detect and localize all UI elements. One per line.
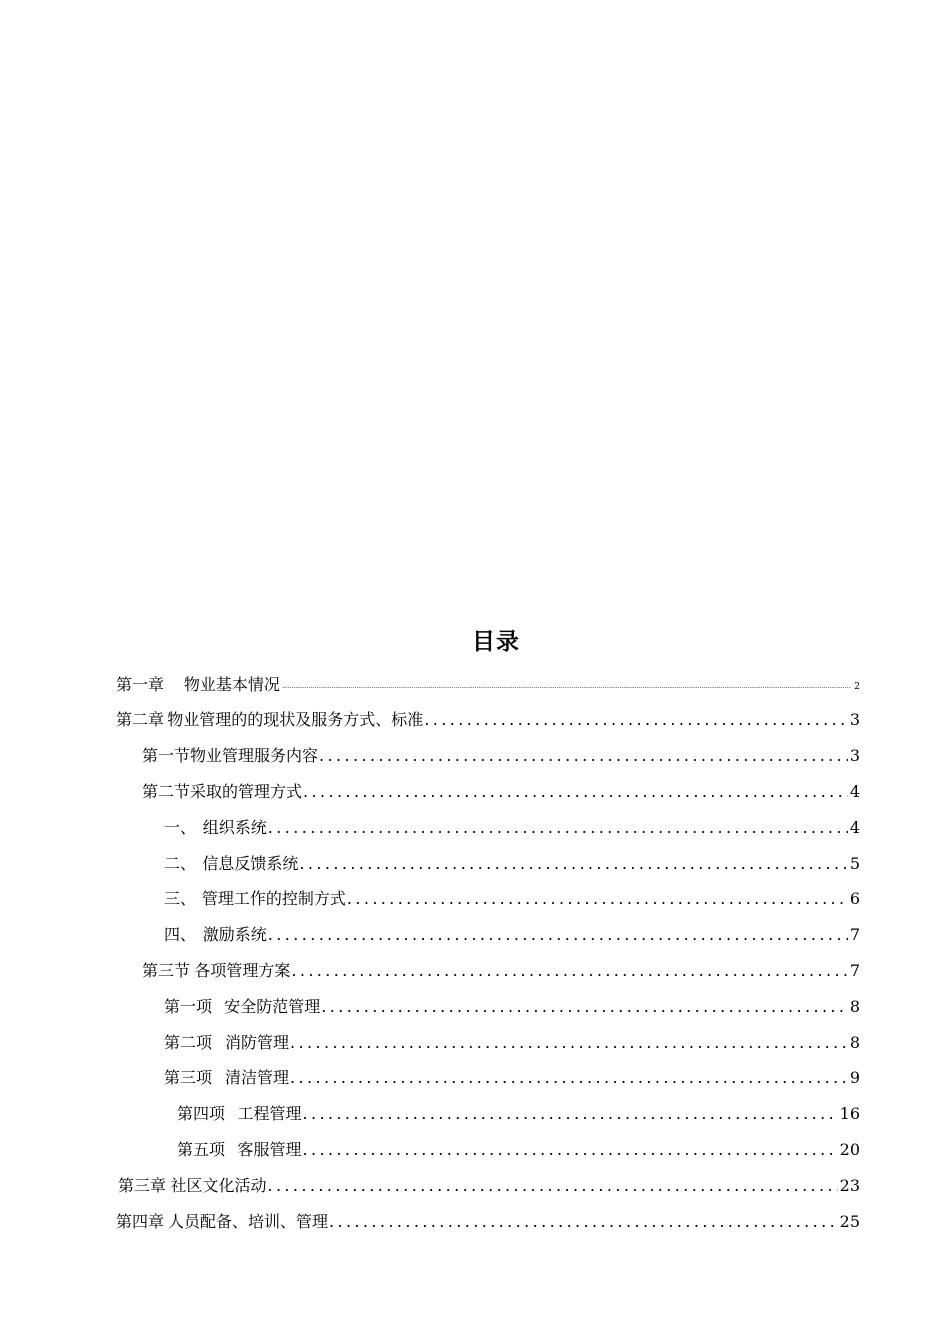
- toc-entry-title: 客服管理: [237, 1140, 302, 1159]
- toc-entry-plan-5[interactable]: [177, 1135, 860, 1161]
- toc-entry-item-4[interactable]: [164, 920, 860, 946]
- toc-dot-leader: [290, 960, 847, 982]
- toc-entry-plan-4[interactable]: [177, 1099, 860, 1125]
- toc-dot-leader: [302, 781, 848, 803]
- toc-entry-title: 清洁管理: [224, 1068, 289, 1087]
- toc-entry-title: 物业管理服务内容: [190, 746, 319, 765]
- toc-entry-title: 安全防范管理: [224, 997, 321, 1016]
- toc-entry-number: 四、: [164, 925, 197, 944]
- toc-dot-leader: [423, 709, 848, 731]
- toc-dot-leader: [267, 924, 848, 946]
- toc-page-number: 23: [839, 1176, 860, 1195]
- toc-dot-leader: [280, 683, 851, 691]
- toc-dot-leader: [267, 817, 848, 839]
- toc-dot-leader: [301, 1139, 837, 1161]
- toc-page-number: 8: [849, 997, 860, 1016]
- toc-entry-number: 第二节: [142, 782, 191, 801]
- toc-entry-title: 社区文化活动: [170, 1176, 267, 1195]
- toc-dot-leader: [266, 1175, 837, 1197]
- toc-entry-number: 二、: [164, 854, 197, 873]
- toc-entry-number: 第三章: [118, 1176, 167, 1195]
- toc-entry-title: 工程管理: [237, 1104, 302, 1123]
- toc-entry-chapter-1[interactable]: [116, 670, 860, 696]
- toc-entry-title: 物业基本情况: [183, 675, 280, 694]
- toc-entry-title: 组织系统: [202, 818, 267, 837]
- toc-entry-plan-3[interactable]: [164, 1063, 860, 1089]
- toc-page-number: 3: [849, 746, 860, 765]
- toc-entry-title: 管理工作的控制方式: [201, 889, 346, 908]
- toc-page-number: 16: [839, 1104, 860, 1123]
- toc-entry-item-1[interactable]: [164, 813, 860, 839]
- toc-entry-section-2[interactable]: [142, 777, 860, 803]
- toc-title: 目录: [472, 629, 520, 655]
- toc-entry-chapter-3[interactable]: [118, 1171, 860, 1197]
- toc-dot-leader: [346, 888, 848, 910]
- toc-entry-number: 一、: [164, 818, 197, 837]
- toc-entry-number: 三、: [164, 889, 197, 908]
- toc-page-number: 3: [849, 710, 860, 729]
- toc-entry-title: 消防管理: [224, 1033, 289, 1052]
- toc-page-number: 7: [849, 961, 860, 980]
- toc-entry-title: 采取的管理方式: [190, 782, 303, 801]
- toc-entry-chapter-4[interactable]: [116, 1207, 860, 1233]
- toc-entry-item-3[interactable]: [164, 884, 860, 910]
- toc-entry-item-2[interactable]: [164, 849, 860, 875]
- toc-dot-leader: [289, 1067, 848, 1089]
- toc-entry-number: 第一章: [116, 675, 165, 694]
- toc-entry-section-1[interactable]: [142, 741, 860, 767]
- toc-entry-number: 第二项: [164, 1033, 213, 1052]
- toc-dot-leader: [298, 853, 847, 875]
- toc-page-number: 9: [849, 1068, 860, 1087]
- toc-page-number: 7: [849, 925, 860, 944]
- toc-entry-number: 第三项: [164, 1068, 213, 1087]
- toc-dot-leader: [289, 1032, 848, 1054]
- toc-dot-leader: [318, 745, 848, 767]
- toc-page-number: 2: [854, 682, 860, 692]
- toc-entry-number: 第二章: [116, 710, 165, 729]
- toc-dot-leader: [320, 996, 848, 1018]
- toc-page-number: 4: [849, 782, 860, 801]
- toc-page-number: 4: [849, 818, 860, 837]
- toc-page-number: 5: [849, 854, 860, 873]
- toc-entry-number: 第一项: [164, 997, 213, 1016]
- toc-dot-leader: [328, 1211, 838, 1233]
- toc-entry-title: 人员配备、培训、管理: [167, 1212, 328, 1231]
- toc-entry-title: 信息反馈系统: [202, 854, 299, 873]
- toc-entry-number: 第五项: [177, 1140, 226, 1159]
- toc-page-number: 8: [849, 1033, 860, 1052]
- toc-page-number: 25: [839, 1212, 860, 1231]
- toc-page-number: 6: [849, 889, 860, 908]
- toc-entry-number: 第一节: [142, 746, 191, 765]
- toc-entry-title: 各项管理方案: [194, 961, 291, 980]
- toc-entry-section-3[interactable]: [142, 956, 860, 982]
- toc-entry-number: 第四章: [116, 1212, 165, 1231]
- toc-entry-chapter-2[interactable]: [116, 705, 860, 731]
- toc-entry-number: 第三节: [142, 961, 191, 980]
- toc-entry-title: 激励系统: [202, 925, 267, 944]
- toc-entry-number: 第四项: [177, 1104, 226, 1123]
- toc-entry-title: 物业管理的的现状及服务方式、标准: [167, 710, 424, 729]
- toc-dot-leader: [301, 1103, 837, 1125]
- toc-entry-plan-2[interactable]: [164, 1028, 860, 1054]
- toc-entry-plan-1[interactable]: [164, 992, 860, 1018]
- toc-page-number: 20: [839, 1140, 860, 1159]
